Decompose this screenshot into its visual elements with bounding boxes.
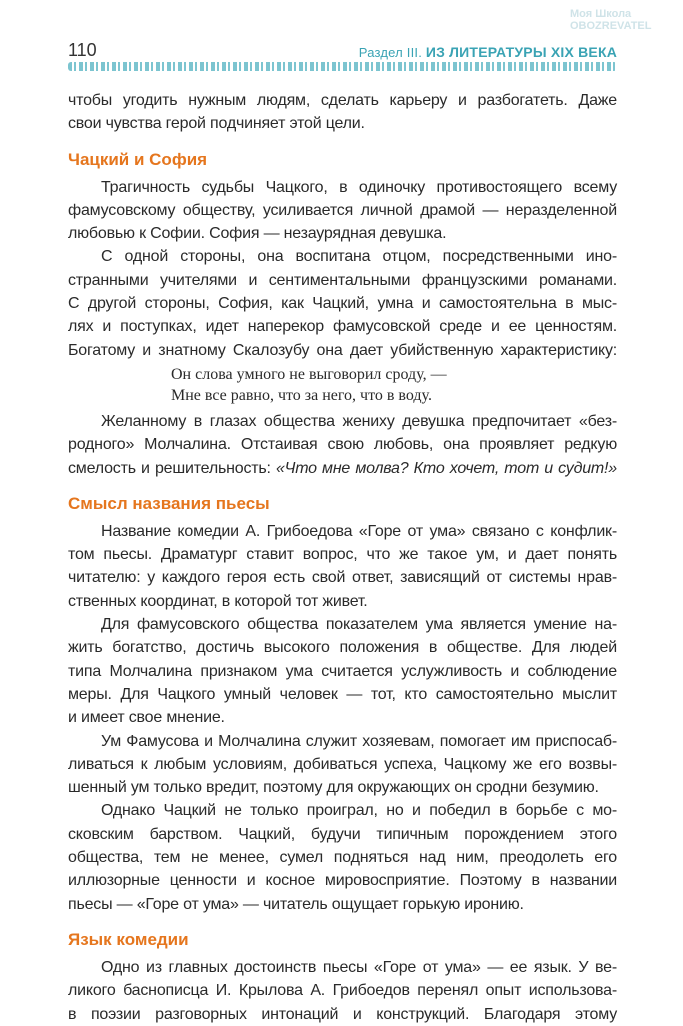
- text-line: фамусовскому обществу, усиливается личной драмой — неразделенной: [68, 201, 617, 219]
- text-line: Название комедии А. Грибоедова «Горе от ума» связано с конфлик-: [101, 522, 617, 540]
- text-line: родного» Молчалина. Отстаивая свою любовь, она проявляет редкую: [68, 436, 617, 454]
- paragraph: [68, 799, 617, 915]
- italic-quote: «Что мне молва? Кто хочет, тот и судит!»: [275, 459, 617, 477]
- paragraph: [68, 730, 617, 800]
- text-line: и имеет свое мнение.: [68, 709, 225, 727]
- text-line: Богатому и знатному Скалозубу она дает убийственную характеристику:: [68, 341, 617, 359]
- text-line: ликого баснописца И. Крылова А. Грибоедов перенял опыт использова-: [68, 982, 617, 1000]
- page-number: 110: [68, 40, 97, 60]
- text-line: свои чувства герой подчиняет этой цели.: [68, 115, 365, 133]
- poem-quote: [68, 364, 617, 406]
- text-line: Желанному в глазах общества жениху девушка предпочитает «без-: [101, 412, 617, 430]
- text-line: сковским барством. Чацкий, будучи типичным порождением этого: [68, 825, 617, 843]
- section-body: [68, 956, 617, 1026]
- paragraph: [68, 613, 617, 729]
- section-label: Раздел III.: [358, 45, 423, 60]
- text-line: жить богатство, достичь высокого положения в обществе. Для людей: [68, 639, 617, 657]
- text-line: чтобы угодить нужным людям, сделать карьеру и разбогатеть. Даже: [68, 92, 617, 109]
- text-line: иллюзорные ценности и косное мировосприятие. Поэтому в названии: [68, 872, 617, 890]
- text-line: общества, тем не менее, сумел подняться над ним, преодолеть его: [68, 849, 617, 867]
- poem-line: Мне все равно, что за него, что в воду.: [171, 386, 432, 404]
- text-line: типа Молчалина признаком ума считается услужливость и соблюдение: [68, 662, 617, 680]
- paragraph: [68, 956, 617, 1026]
- section-body: [68, 520, 617, 916]
- text-line: в поэзии разговорных интонаций и конструкций. Благодаря этому: [68, 1005, 617, 1023]
- text-line: читателю: у каждого героя есть свой ответ, зависящий от системы нрав-: [68, 569, 617, 587]
- paragraph: [68, 520, 617, 613]
- paragraph: [68, 176, 617, 246]
- text-line: Однако Чацкий не только проиграл, но и победил в борьбе с мо-: [101, 802, 617, 820]
- watermark: Моя Школа OBOZREVATEL: [570, 8, 652, 32]
- poem-line: Он слова умного не выговорил сроду, —: [171, 365, 447, 383]
- text-fragment: смелость и решительность:: [68, 459, 276, 477]
- text-line: Трагичность судьбы Чацкого, в одиночку противостоящего всему: [101, 178, 617, 196]
- text-line: лях и поступках, идет наперекор фамусовской среде и ее ценностям.: [68, 318, 617, 336]
- text-line: Одно из главных достоинств пьесы «Горе от ума» — ее язык. У ве-: [101, 958, 617, 976]
- paragraph: [68, 245, 617, 361]
- section-heading: Чацкий и София: [68, 149, 208, 169]
- decorative-border: [68, 62, 617, 71]
- text-line: ственных координат, в которой тот живет.: [68, 592, 368, 610]
- text-line: С другой стороны, София, как Чацкий, умна и самостоятельна в мыс-: [68, 295, 617, 313]
- text-line: любовью к Софии. София — незаурядная девушка.: [68, 225, 447, 243]
- text-line: Ум Фамусова и Молчалина служит хозяевам, помогает им приспосаб-: [101, 732, 617, 750]
- text-line: ливаться к любым условиям, добиваться успеха, Чацкому же его возвы-: [68, 755, 617, 773]
- text-line: пьесы — «Горе от ума» — читатель ощущает горькую иронию.: [68, 895, 524, 913]
- running-header: [359, 44, 617, 60]
- page-content: [68, 89, 617, 1026]
- text-line: С одной стороны, она воспитана отцом, посредственными ино-: [101, 248, 617, 266]
- section-heading: Смысл названия пьесы: [68, 493, 270, 513]
- text-line: том пьесы. Драматург ставит вопрос, что же такое ум, и дает понять: [68, 546, 617, 564]
- text-line: [68, 457, 617, 480]
- paragraph: [68, 410, 617, 480]
- section-title: ИЗ ЛИТЕРАТУРЫ XIX ВЕКА: [425, 44, 617, 60]
- text-line: шенный ум только вредит, поэтому для окружающих он сродни безумию.: [68, 779, 599, 797]
- text-line: меры. Для Чацкого умный человек — тот, кто самостоятельно мыслит: [68, 685, 617, 703]
- text-line: странными учителями и сентиментальными французскими романами.: [68, 271, 617, 289]
- intro-paragraph: [68, 89, 617, 136]
- section-heading: Язык комедии: [68, 929, 189, 949]
- text-line: Для фамусовского общества показателем ума является умение на-: [101, 616, 617, 634]
